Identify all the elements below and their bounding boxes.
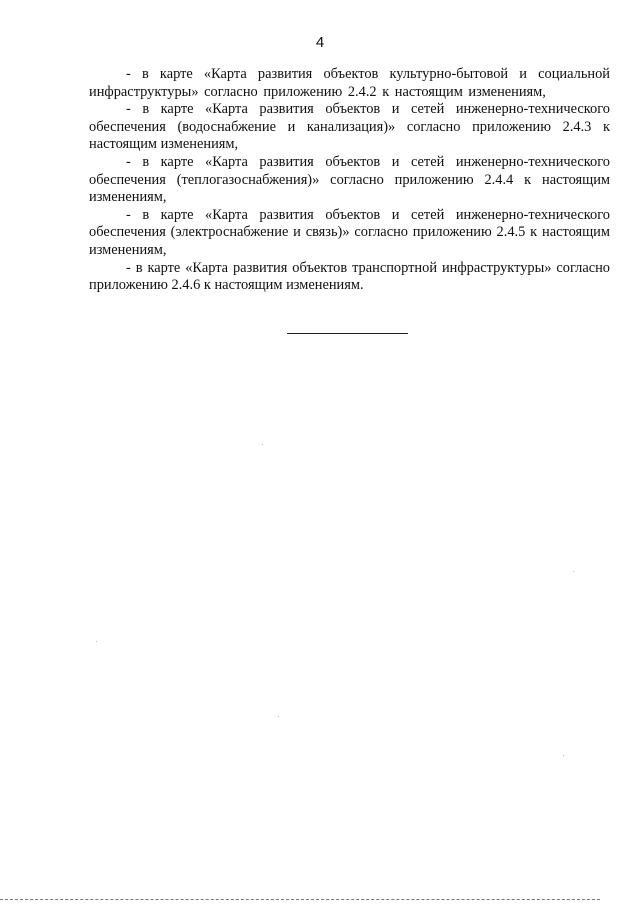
end-separator-line: [287, 333, 408, 334]
scan-speck: [278, 716, 279, 717]
scan-speck: [563, 755, 564, 756]
body-text: [89, 66, 610, 295]
list-item-map-2-4-2: - в карте «Карта развития объектов культурно-бытовой и социальной инфраструктуры» согласно приложению 2.4.2 к настоящим изменениям,: [89, 66, 610, 100]
scan-speck: [96, 641, 97, 642]
list-item-map-2-4-6: - в карте «Карта развития объектов транспортной инфраструктуры» согласно приложению 2.4.6 к настоящим изменениям.: [89, 259, 610, 294]
list-item-map-2-4-5: - в карте «Карта развития объектов и сетей инженерно-технического обеспечения (электроснабжение и связь)» согласно приложению 2.4.5 к настоящим изменениям,: [89, 206, 610, 258]
scan-speck: [573, 571, 574, 572]
scan-speck: [262, 444, 263, 445]
page-number: 4: [315, 34, 325, 51]
scan-bottom-edge: [0, 899, 600, 900]
list-item-map-2-4-3: - в карте «Карта развития объектов и сетей инженерно-технического обеспечения (водоснабжение и канализация)» согласно приложению 2.4.3 к настоящим изменениям,: [89, 101, 610, 153]
list-item-map-2-4-4: - в карте «Карта развития объектов и сетей инженерно-технического обеспечения (теплогазоснабжения)» согласно приложению 2.4.4 к настоящим изменениям,: [89, 153, 610, 206]
